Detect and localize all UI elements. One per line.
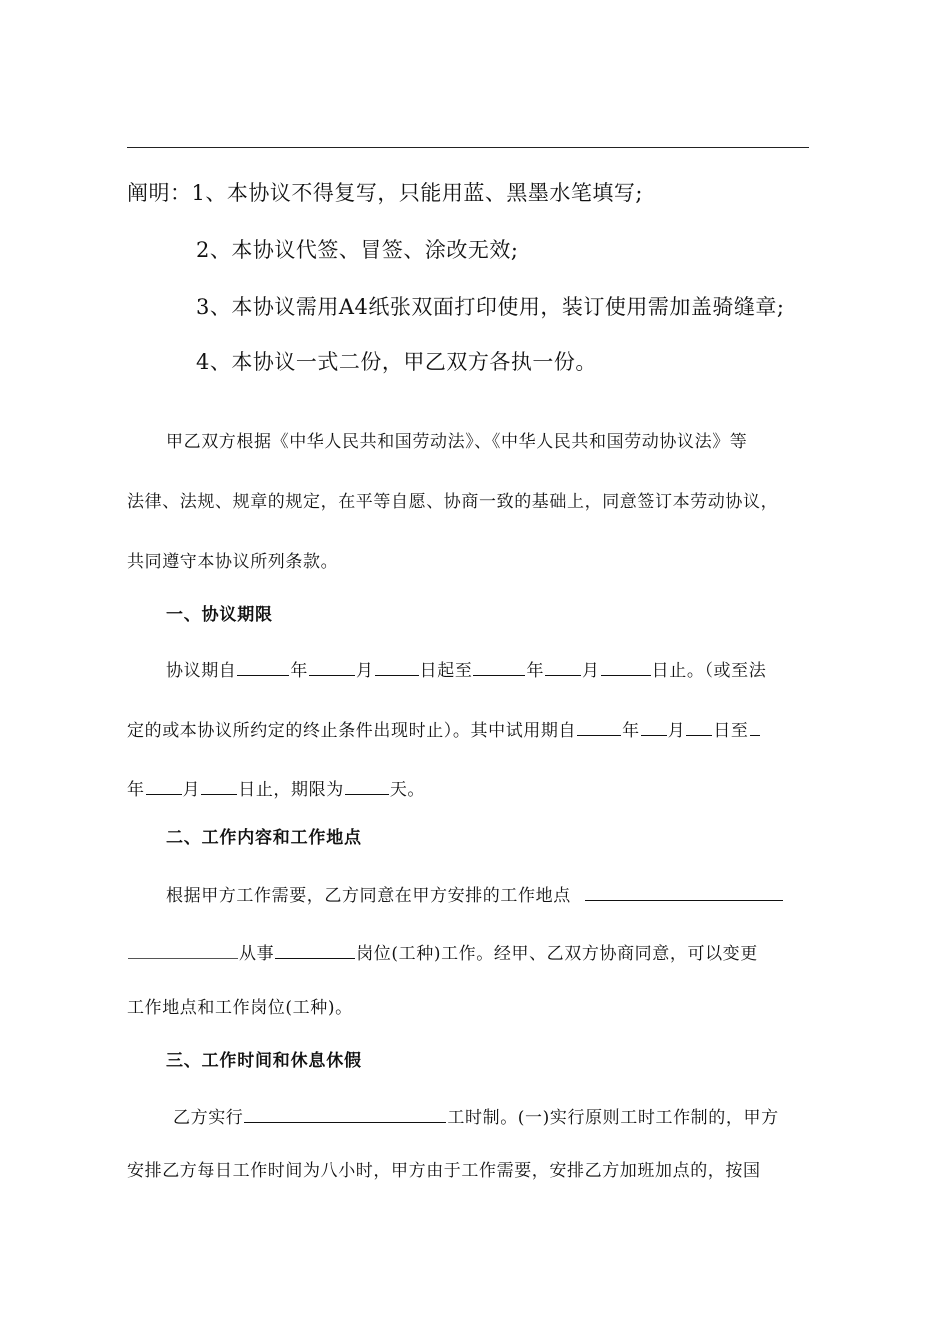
engage-label: 从事 bbox=[239, 944, 275, 964]
work-line-3: 工作地点和工作岗位(工种)。 bbox=[127, 998, 353, 1018]
month-label: 月 bbox=[182, 780, 201, 800]
intro-line-1: 甲乙双方根据《中华人民共和国劳动法》、《中华人民共和国劳动协议法》等 bbox=[166, 432, 748, 452]
probation-year-blank[interactable] bbox=[577, 719, 621, 736]
start-year-blank[interactable] bbox=[237, 659, 289, 676]
start-day-blank[interactable] bbox=[375, 659, 419, 676]
note-text-1: 1、本协议不得复写，只能用蓝、黑墨水笔填写; bbox=[191, 181, 643, 205]
year-label: 年 bbox=[127, 780, 145, 800]
probation-days-blank[interactable] bbox=[345, 778, 389, 795]
term-start-label: 协议期自 bbox=[166, 661, 237, 681]
probation-month-blank[interactable] bbox=[641, 719, 667, 736]
note-item-3: 3、本协议需用A4纸张双面打印使用，装订使用需加盖骑缝章; bbox=[196, 295, 785, 319]
month-label: 月 bbox=[356, 661, 374, 681]
days-label: 天。 bbox=[389, 780, 426, 800]
section-1-heading: 一、协议期限 bbox=[166, 605, 273, 625]
section-2-heading: 二、工作内容和工作地点 bbox=[166, 828, 362, 848]
term-text: 定的或本协议所约定的终止条件出现时止）。其中试用期自 bbox=[127, 721, 577, 741]
position-text: 岗位(工种)工作。经甲、乙双方协商同意，可以变更 bbox=[356, 944, 758, 964]
end-day-blank[interactable] bbox=[601, 659, 651, 676]
term-line-3 bbox=[127, 778, 425, 799]
year-label: 年 bbox=[526, 661, 545, 681]
work-line-1 bbox=[166, 884, 784, 905]
probation-end-month-blank[interactable] bbox=[146, 778, 182, 795]
start-month-blank[interactable] bbox=[309, 659, 355, 676]
end-month-blank[interactable] bbox=[545, 659, 581, 676]
note-item-4: 4、本协议一式二份，甲乙双方各执一份。 bbox=[196, 350, 597, 374]
work-line-2 bbox=[127, 942, 758, 963]
month-label: 月 bbox=[582, 661, 600, 681]
intro-line-2: 法律、法规、规章的规定，在平等自愿、协商一致的基础上，同意签订本劳动协议， bbox=[127, 492, 779, 512]
end-year-blank[interactable] bbox=[473, 659, 525, 676]
work-location-blank-cont[interactable] bbox=[128, 942, 238, 959]
hours-line-2: 安排乙方每日工作时间为八小时，甲方由于工作需要，安排乙方加班加点的，按国 bbox=[127, 1161, 761, 1181]
probation-end-year-blank[interactable] bbox=[750, 719, 760, 736]
work-location-text: 根据甲方工作需要，乙方同意在甲方安排的工作地点 bbox=[166, 886, 571, 906]
hours-start-label: 乙方实行 bbox=[173, 1108, 244, 1128]
hours-text: 工时制。(一)实行原则工时工作制的，甲方 bbox=[447, 1108, 779, 1128]
month-label: 月 bbox=[667, 721, 686, 741]
day-to-label: 日至 bbox=[713, 721, 749, 741]
period-label: 日止，期限为 bbox=[238, 780, 344, 800]
probation-end-day-blank[interactable] bbox=[201, 778, 237, 795]
working-hours-system-blank[interactable] bbox=[244, 1106, 446, 1123]
note-item-2: 2、本协议代签、冒签、涂改无效; bbox=[196, 238, 519, 262]
hours-line-1 bbox=[173, 1106, 779, 1127]
top-rule bbox=[127, 147, 809, 148]
day-until-label: 日止。（或至法 bbox=[651, 661, 767, 681]
term-line-2 bbox=[127, 719, 761, 740]
year-label: 年 bbox=[622, 721, 640, 741]
note-item-1 bbox=[127, 183, 643, 204]
intro-line-3: 共同遵守本协议所列条款。 bbox=[127, 552, 339, 572]
probation-day-blank[interactable] bbox=[686, 719, 712, 736]
notes-label: 阐明： bbox=[127, 181, 192, 205]
work-location-blank[interactable] bbox=[585, 884, 783, 901]
year-label: 年 bbox=[290, 661, 309, 681]
term-line-1 bbox=[166, 659, 766, 680]
section-3-heading: 三、工作时间和休息休假 bbox=[166, 1051, 362, 1071]
day-from-label: 日起至 bbox=[419, 661, 473, 681]
position-blank[interactable] bbox=[275, 942, 355, 959]
